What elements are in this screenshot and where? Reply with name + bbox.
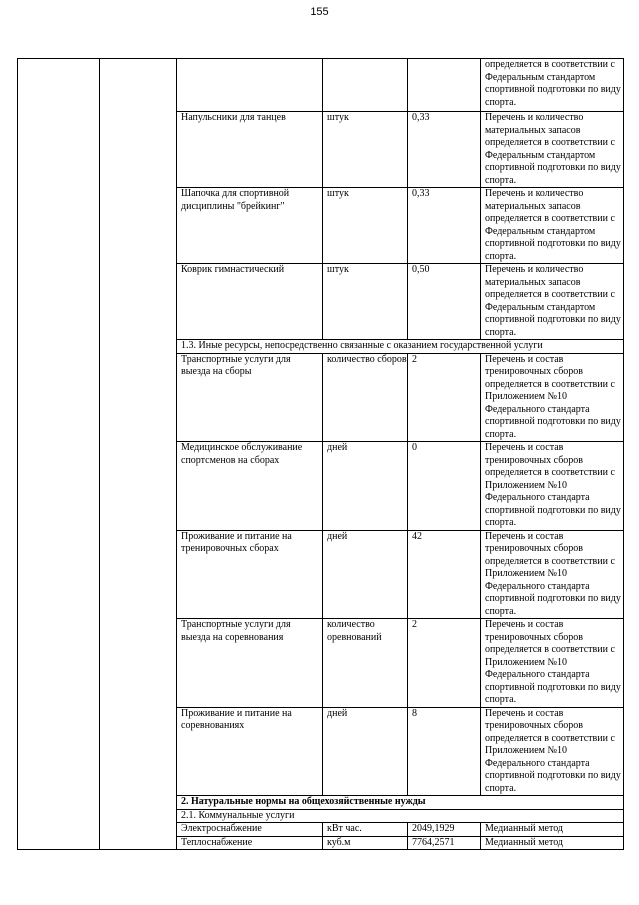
section-heading-1-3: 1.3. Иные ресурсы, непосредственно связанные с оказанием государственной услуги (177, 340, 624, 354)
note-cell: Медианный метод (481, 836, 624, 850)
item-name-cell: Медицинское обслуживание спортсменов на сборах (177, 442, 323, 531)
note-cell: Перечень и состав тренировочных сборов определяется в соответствии с Приложением №10 Федерального стандарта спортивной подготовки по виду спорта. (481, 530, 624, 619)
merged-cell-column-2 (100, 59, 177, 850)
note-cell: Перечень и состав тренировочных сборов определяется в соответствии с Приложением №10 Федерального стандарта спортивной подготовки по виду спорта. (481, 442, 624, 531)
quantity-cell: 7764,2571 (408, 836, 481, 850)
item-name-cell: Проживание и питание на тренировочных сборах (177, 530, 323, 619)
item-name-cell: Транспортные услуги для выезда на соревнования (177, 619, 323, 708)
quantity-cell: 0,33 (408, 112, 481, 188)
quantity-cell: 2 (408, 353, 481, 442)
item-name-cell: Электроснабжение (177, 823, 323, 837)
quantity-cell: 2049,1929 (408, 823, 481, 837)
merged-cell-column-1 (18, 59, 100, 850)
quantity-cell: 2 (408, 619, 481, 708)
note-cell: определяется в соответствии с Федеральным стандартом спортивной подготовки по виду спорта. (481, 59, 624, 112)
item-name-cell: Проживание и питание на соревнованиях (177, 707, 323, 796)
item-name-cell (177, 59, 323, 112)
item-name-cell: Транспортные услуги для выезда на сборы (177, 353, 323, 442)
quantity-cell (408, 59, 481, 112)
unit-cell: штук (323, 188, 408, 264)
norms-table (17, 58, 624, 850)
section-heading-2: 2. Натуральные нормы на общехозяйственные нужды (177, 796, 624, 810)
note-cell: Перечень и состав тренировочных сборов определяется в соответствии с Приложением №10 Федерального стандарта спортивной подготовки по виду спорта. (481, 353, 624, 442)
quantity-cell: 0 (408, 442, 481, 531)
table-row (18, 59, 624, 112)
note-cell: Перечень и количество материальных запасов определяется в соответствии с Федеральным стандартом спортивной подготовки по виду спорта. (481, 188, 624, 264)
unit-cell: кВт час. (323, 823, 408, 837)
section-heading-2-1: 2.1. Коммунальные услуги (177, 809, 624, 823)
unit-cell: штук (323, 112, 408, 188)
page-number: 155 (310, 6, 329, 18)
item-name-cell: Коврик гимнастический (177, 264, 323, 340)
item-name-cell: Теплоснабжение (177, 836, 323, 850)
note-cell: Перечень и состав тренировочных сборов определяется в соответствии с Приложением №10 Федерального стандарта спортивной подготовки по виду спорта. (481, 707, 624, 796)
unit-cell: количество оревнований (323, 619, 408, 708)
quantity-cell: 0,50 (408, 264, 481, 340)
quantity-cell: 42 (408, 530, 481, 619)
item-name-cell: Шапочка для спортивной дисциплины "брейкинг" (177, 188, 323, 264)
quantity-cell: 0,33 (408, 188, 481, 264)
unit-cell: дней (323, 707, 408, 796)
unit-cell: дней (323, 442, 408, 531)
unit-cell: количество сборов (323, 353, 408, 442)
quantity-cell: 8 (408, 707, 481, 796)
unit-cell: куб.м (323, 836, 408, 850)
item-name-cell: Напульсники для танцев (177, 112, 323, 188)
note-cell: Перечень и количество материальных запасов определяется в соответствии с Федеральным стандартом спортивной подготовки по виду спорта. (481, 112, 624, 188)
unit-cell: штук (323, 264, 408, 340)
note-cell: Перечень и состав тренировочных сборов определяется в соответствии с Приложением №10 Федерального стандарта спортивной подготовки по виду спорта. (481, 619, 624, 708)
unit-cell (323, 59, 408, 112)
unit-cell: дней (323, 530, 408, 619)
note-cell: Медианный метод (481, 823, 624, 837)
note-cell: Перечень и количество материальных запасов определяется в соответствии с Федеральным стандартом спортивной подготовки по виду спорта. (481, 264, 624, 340)
